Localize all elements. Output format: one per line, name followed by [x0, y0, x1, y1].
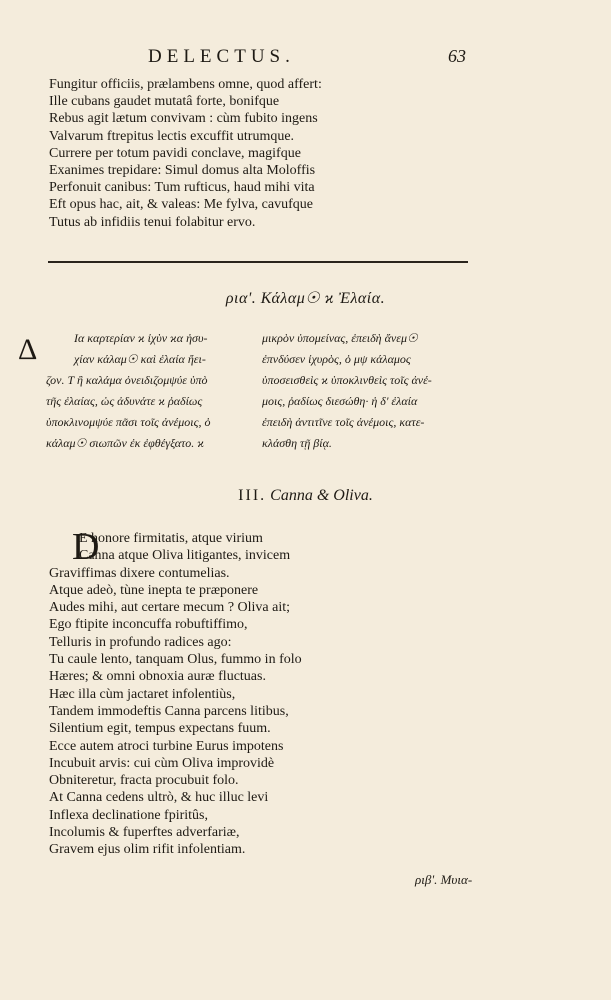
verse-line: At Canna cedens ultrò, & huc illuc levi — [49, 790, 269, 806]
greek-fable-title: ρια'. Κάλαμ☉ ϰ Ἐλαία. — [225, 290, 386, 307]
fable-name: Canna & Oliva. — [270, 487, 373, 504]
verse-line: Atque adeò, tùne inepta te præponere — [49, 582, 259, 598]
greek-line: τῆς ἐλαίας, ὡς ἀδυνάτε ϰ ῥαδίως — [46, 394, 203, 408]
section-divider — [48, 261, 468, 263]
running-title: DELECTUS. — [148, 46, 295, 67]
verse-line: Tandem immodeftis Canna parcens litibus, — [49, 703, 289, 719]
verse-line: Perfonuit canibus: Tum rufticus, haud mihi vita — [49, 180, 315, 196]
verse-line: Telluris in profundo radices ago: — [49, 634, 232, 650]
verse-line: Incubuit arvis: cui cùm Oliva improvidè — [49, 755, 275, 771]
greek-line: κάλαμ☉ σιωπῶν ἐκ ἐφθέγξατο. ϰ — [46, 436, 205, 450]
greek-line: ἐπειδὴ ἀντιτῖνε τοῖς ἀνέμοις, κατε- — [262, 415, 425, 429]
verse-line: Obniteretur, fracta procubuit folo. — [49, 773, 239, 789]
verse-line: E honore firmitatis, atque virium — [79, 531, 263, 546]
greek-line: μοις, ῥαδίως διεσώθη· ἡ δ' ἐλαία — [262, 394, 418, 408]
verse-line: Silentium egit, tempus expectans fuum. — [49, 721, 271, 737]
greek-text-left-column — [46, 328, 256, 454]
verse-line: Eft opus hac, ait, & valeas: Me fylva, cavufque — [49, 197, 313, 213]
latin-dropcap: D — [72, 526, 100, 568]
verse-line: Incolumis & fuperftes adverfariæ, — [49, 825, 240, 841]
verse-line: Gravem ejus olim rifit infolentiam. — [49, 842, 246, 858]
greek-line: χίαν κάλαμ☉ καὶ ἐλαία ἤει- — [74, 352, 206, 366]
verse-line: Canna atque Oliva litigantes, invicem — [79, 548, 291, 564]
greek-line: Ια καρτερίαν ϰ ἰχὺν ϰα ἡσυ- — [74, 331, 208, 345]
catchword: ριβ'. Μυια- — [415, 872, 473, 887]
verse-line: Audes mihi, aut certare mecum ? Oliva ait; — [49, 600, 291, 616]
verse-line: Fungitur officiis, prælambens omne, quod affert: — [49, 77, 322, 92]
verse-line: Tu caule lento, tanquam Olus, fummo in folo — [49, 652, 302, 668]
greek-line: ἐπνδύσεν ἰχυρὸς, ὁ μψ κάλαμος — [262, 352, 411, 366]
verse-line: Ecce autem atroci turbine Eurus impotens — [49, 738, 284, 754]
fable-number: III. — [238, 487, 267, 504]
running-head — [0, 46, 611, 70]
verse-line: Graviffimas dixere contumelias. — [49, 565, 230, 581]
latin-fable-title — [0, 487, 611, 505]
verse-line: Exanimes trepidare: Simul domus alta Moloffis — [49, 163, 316, 179]
verse-block-top — [49, 76, 519, 231]
verse-line: Currere per totum pavidi conclave, magifque — [49, 145, 301, 161]
verse-line: Ego ftipite inconcuffa robuftiffimo, — [49, 617, 248, 633]
verse-line: Ille cubans gaudet mutatâ forte, bonifque — [49, 94, 280, 110]
greek-line: ὑποσεισθεὶς ϰ ὑποκλινθεὶς τοῖς ἀνέ- — [262, 373, 432, 387]
greek-line: ζον. Τ ἢ καλάμα ὀνειδιζομψύε ὑπὸ — [46, 373, 208, 387]
verse-line: Rebus agit lætum convivam : cùm fubito ingens — [49, 111, 318, 127]
verse-line: Hæc illa cùm jactaret infolentiùs, — [49, 686, 236, 702]
page-number: 63 — [448, 46, 466, 66]
verse-line: Valvarum ftrepitus lectis excuffit utrumque. — [49, 128, 295, 144]
greek-dropcap: Δ — [18, 333, 38, 366]
verse-line: Inflexa declinatione fpiritûs, — [49, 807, 208, 823]
greek-line: κλάσθη τῇ βίᾳ. — [262, 436, 332, 450]
verse-block-main — [49, 526, 519, 859]
greek-line: ὑποκλινομψύε πᾶσι τοῖς ἀνέμοις, ὁ — [46, 415, 211, 429]
greek-line: μικρὸν ὑπομείνας, ἐπειδὴ ἄνεμ☉ — [262, 331, 418, 345]
verse-line: Hæres; & omni obnoxia auræ fluctuas. — [49, 669, 266, 685]
greek-text-right-column — [262, 328, 472, 454]
verse-line: Tutus ab infidiis tenui folabitur ervo. — [49, 214, 256, 230]
